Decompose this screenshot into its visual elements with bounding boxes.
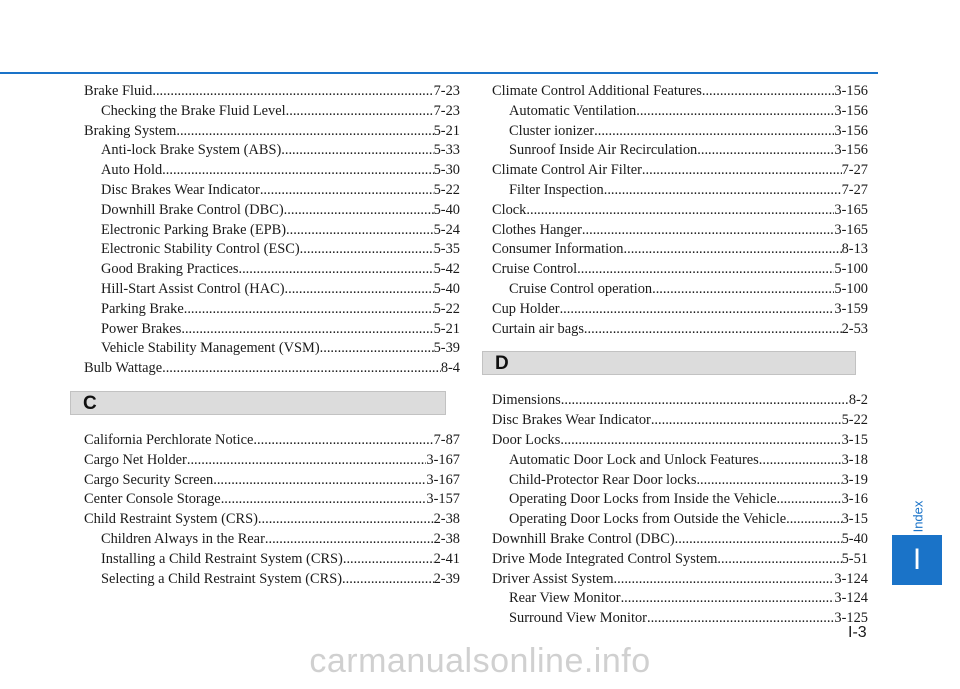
dot-leader	[647, 609, 834, 629]
entry-page-ref: 3-156	[834, 142, 868, 159]
section-letter: C	[83, 392, 97, 414]
entry-page-ref: 3-167	[426, 451, 460, 468]
entry-page-ref: 5-22	[841, 412, 868, 429]
entry-page-ref: 8-4	[440, 360, 460, 377]
entry-page-ref: 5-40	[841, 530, 868, 547]
index-group	[84, 431, 460, 589]
dot-leader	[187, 451, 427, 471]
entry-label: Sunroof Inside Air Recirculation	[509, 142, 698, 159]
entry-page-ref: 5-21	[433, 122, 460, 139]
index-entry[interactable]	[492, 530, 868, 550]
entry-label: Brake Fluid	[84, 83, 153, 99]
index-group	[492, 391, 868, 629]
index-entry[interactable]	[84, 122, 460, 142]
index-tab[interactable]	[892, 535, 942, 585]
entry-label: Disc Brakes Wear Indicator	[101, 181, 260, 198]
dot-leader	[221, 490, 427, 510]
entry-label: Installing a Child Restraint System (CRS)	[101, 550, 343, 567]
entry-page-ref: 3-16	[841, 491, 868, 508]
dot-leader	[253, 431, 433, 451]
watermark: carmanualsonline.info	[309, 642, 651, 680]
entry-label: California Perchlorate Notice	[84, 431, 254, 448]
entry-page-ref: 3-157	[426, 491, 460, 508]
index-group	[84, 82, 460, 379]
header-rule	[0, 72, 878, 74]
entry-label: Automatic Ventilation	[509, 102, 637, 119]
dot-leader	[759, 451, 842, 471]
index-subentry[interactable]	[492, 141, 868, 161]
index-entry[interactable]	[84, 490, 460, 510]
dot-leader	[281, 141, 433, 161]
entry-label: Bulb Wattage	[84, 360, 163, 377]
dot-leader	[181, 320, 433, 340]
dot-leader	[604, 181, 842, 201]
index-entry[interactable]	[492, 221, 868, 241]
index-subentry[interactable]	[492, 490, 868, 510]
index-entry[interactable]	[492, 431, 868, 451]
entry-label: Cargo Security Screen	[84, 471, 214, 488]
entry-page-ref: 5-35	[433, 241, 460, 258]
dot-leader	[702, 82, 835, 102]
dot-leader	[260, 181, 434, 201]
entry-page-ref: 7-87	[433, 431, 460, 448]
entry-page-ref: 5-33	[433, 142, 460, 159]
index-entry[interactable]	[492, 320, 868, 340]
entry-label: Hill-Start Assist Control (HAC)	[101, 280, 285, 297]
dot-leader	[184, 300, 434, 320]
entry-page-ref: 3-165	[834, 221, 868, 238]
entry-page-ref: 5-100	[834, 280, 868, 297]
index-tab-word: Index	[910, 500, 926, 532]
entry-label: Automatic Door Lock and Unlock Features	[509, 451, 759, 468]
entry-label: Vehicle Stability Management (VSM)	[101, 340, 320, 357]
index-entry[interactable]	[492, 201, 868, 221]
index-subentry[interactable]	[492, 280, 868, 300]
dot-leader	[320, 339, 434, 359]
dot-leader	[696, 471, 841, 491]
dot-leader	[675, 530, 842, 550]
dot-leader	[624, 240, 842, 260]
index-subentry[interactable]	[84, 221, 460, 241]
dot-leader	[152, 82, 433, 102]
entry-page-ref: 3-156	[834, 83, 868, 99]
dot-leader	[286, 221, 434, 241]
page-number: I-3	[848, 624, 867, 641]
dot-leader	[621, 589, 835, 609]
index-subentry[interactable]	[492, 510, 868, 530]
dot-leader	[238, 260, 433, 280]
entry-page-ref: 7-27	[841, 181, 868, 198]
entry-page-ref: 2-38	[433, 530, 460, 547]
dot-leader	[582, 221, 835, 241]
index-subentry[interactable]	[84, 240, 460, 260]
entry-label: Climate Control Air Filter	[492, 162, 642, 179]
index-entry[interactable]	[492, 411, 868, 431]
entry-page-ref: 5-30	[433, 162, 460, 179]
entry-label: Anti-lock Brake System (ABS)	[101, 142, 282, 159]
index-subentry[interactable]	[492, 589, 868, 609]
entry-page-ref: 5-40	[433, 201, 460, 218]
index-entry[interactable]	[84, 359, 460, 379]
index-entry[interactable]	[84, 82, 460, 102]
dot-leader	[561, 391, 849, 411]
entry-page-ref: 5-40	[433, 280, 460, 297]
dot-leader	[594, 122, 834, 142]
index-subentry[interactable]	[84, 339, 460, 359]
entry-page-ref: 3-156	[834, 122, 868, 139]
index-entry[interactable]	[492, 82, 868, 102]
entry-label: Child Restraint System (CRS)	[84, 511, 258, 528]
entry-label: Downhill Brake Control (DBC)	[492, 530, 675, 547]
index-entry[interactable]	[492, 161, 868, 181]
entry-page-ref: 2-38	[433, 511, 460, 528]
entry-label: Good Braking Practices	[101, 261, 239, 278]
entry-label: Cruise Control	[492, 261, 578, 278]
index-subentry[interactable]	[84, 260, 460, 280]
index-subentry[interactable]	[84, 570, 460, 590]
index-subentry[interactable]	[84, 280, 460, 300]
entry-label: Door Locks	[492, 431, 561, 448]
index-subentry[interactable]	[84, 181, 460, 201]
dot-leader	[584, 320, 842, 340]
entry-label: Disc Brakes Wear Indicator	[492, 412, 651, 429]
index-subentry[interactable]	[84, 530, 460, 550]
index-subentry[interactable]	[84, 141, 460, 161]
dot-leader	[176, 122, 433, 142]
index-subentry[interactable]	[492, 471, 868, 491]
index-subentry[interactable]	[84, 550, 460, 570]
entry-label: Drive Mode Integrated Control System	[492, 550, 718, 567]
index-subentry[interactable]	[492, 609, 868, 629]
index-tab-label	[908, 496, 928, 536]
entry-page-ref: 5-22	[433, 181, 460, 198]
index-tab-letter: I	[912, 543, 922, 576]
entry-page-ref: 7-23	[433, 102, 460, 119]
entry-label: Checking the Brake Fluid Level	[101, 102, 286, 119]
dot-leader	[213, 471, 426, 491]
entry-label: Rear View Monitor	[509, 590, 621, 607]
entry-page-ref: 3-15	[841, 511, 868, 528]
entry-page-ref: 7-27	[841, 162, 868, 179]
dot-leader	[258, 510, 434, 530]
entry-label: Operating Door Locks from Inside the Vehicle	[509, 491, 777, 508]
index-subentry[interactable]	[492, 122, 868, 142]
dot-leader	[577, 260, 834, 280]
entry-label: Cargo Net Holder	[84, 451, 187, 468]
entry-page-ref: 3-124	[834, 590, 868, 607]
dot-leader	[526, 201, 834, 221]
entry-label: Driver Assist System	[492, 570, 614, 587]
index-entry[interactable]	[492, 570, 868, 590]
index-column-left	[84, 82, 460, 589]
entry-page-ref: 2-53	[841, 320, 868, 337]
entry-label: Electronic Stability Control (ESC)	[101, 241, 300, 258]
index-subentry[interactable]	[84, 201, 460, 221]
index-subentry[interactable]	[492, 102, 868, 122]
entry-page-ref: 3-167	[426, 471, 460, 488]
dot-leader	[642, 161, 842, 181]
entry-page-ref: 3-19	[841, 471, 868, 488]
entry-page-ref: 3-165	[834, 201, 868, 218]
entry-page-ref: 5-51	[841, 550, 868, 567]
dot-leader	[286, 102, 434, 122]
entry-page-ref: 5-39	[433, 340, 460, 357]
section-header-c	[70, 391, 446, 415]
dot-leader	[651, 411, 842, 431]
entry-label: Electronic Parking Brake (EPB)	[101, 221, 287, 238]
entry-page-ref: 3-125	[834, 610, 868, 627]
dot-leader	[285, 280, 434, 300]
entry-page-ref: 2-41	[433, 550, 460, 567]
index-entry[interactable]	[492, 300, 868, 320]
dot-leader	[786, 510, 842, 530]
index-entry[interactable]	[492, 550, 868, 570]
dot-leader	[697, 141, 834, 161]
entry-label: Cluster ionizer	[509, 122, 595, 139]
entry-label: Cruise Control operation	[509, 280, 653, 297]
entry-label: Power Brakes	[101, 320, 182, 337]
entry-label: Center Console Storage	[84, 491, 221, 508]
entry-label: Cup Holder	[492, 300, 560, 317]
dot-leader	[162, 161, 433, 181]
dot-leader	[265, 530, 434, 550]
entry-page-ref: 3-159	[834, 300, 868, 317]
section-letter: D	[495, 353, 509, 375]
index-subentry[interactable]	[492, 181, 868, 201]
entry-page-ref: 3-124	[834, 570, 868, 587]
entry-label: Clothes Hanger	[492, 221, 582, 238]
entry-page-ref: 2-39	[433, 570, 460, 587]
dot-leader	[636, 102, 834, 122]
dot-leader	[343, 550, 434, 570]
entry-page-ref: 5-24	[433, 221, 460, 238]
dot-leader	[300, 240, 434, 260]
index-entry[interactable]	[84, 431, 460, 451]
dot-leader	[342, 570, 434, 590]
entry-label: Parking Brake	[101, 300, 184, 317]
index-subentry[interactable]	[84, 300, 460, 320]
dot-leader	[284, 201, 434, 221]
entry-page-ref: 5-21	[433, 320, 460, 337]
index-entry[interactable]	[492, 240, 868, 260]
entry-label: Child-Protector Rear Door locks	[509, 471, 697, 488]
entry-label: Downhill Brake Control (DBC)	[101, 201, 284, 218]
section-header-d	[482, 351, 856, 375]
entry-label: Dimensions	[492, 392, 561, 409]
entry-page-ref: 8-13	[841, 241, 868, 258]
entry-label: Climate Control Additional Features	[492, 83, 702, 99]
dot-leader	[776, 490, 841, 510]
entry-page-ref: 3-18	[841, 451, 868, 468]
entry-page-ref: 3-156	[834, 102, 868, 119]
entry-label: Operating Door Locks from Outside the Vehicle	[509, 511, 787, 528]
index-entry[interactable]	[84, 471, 460, 491]
index-entry[interactable]	[84, 510, 460, 530]
index-entry[interactable]	[84, 451, 460, 471]
dot-leader	[560, 300, 835, 320]
index-column-right	[492, 82, 868, 629]
index-subentry[interactable]	[84, 102, 460, 122]
entry-label: Auto Hold	[101, 162, 163, 179]
entry-page-ref: 5-22	[433, 300, 460, 317]
entry-label: Curtain air bags	[492, 320, 584, 337]
entry-page-ref: 5-42	[433, 261, 460, 278]
entry-label: Children Always in the Rear	[101, 530, 265, 547]
index-subentry[interactable]	[84, 320, 460, 340]
index-entry[interactable]	[492, 391, 868, 411]
entry-label: Filter Inspection	[509, 181, 604, 198]
entry-page-ref: 8-2	[848, 392, 868, 409]
entry-label: Selecting a Child Restraint System (CRS)	[101, 570, 343, 587]
entry-page-ref: 3-15	[841, 431, 868, 448]
index-subentry[interactable]	[492, 451, 868, 471]
dot-leader	[560, 431, 841, 451]
entry-label: Braking System	[84, 122, 177, 139]
dot-leader	[614, 570, 835, 590]
dot-leader	[717, 550, 841, 570]
dot-leader	[652, 280, 834, 300]
index-group	[492, 82, 868, 339]
index-subentry[interactable]	[84, 161, 460, 181]
entry-page-ref: 5-100	[834, 261, 868, 278]
index-entry[interactable]	[492, 260, 868, 280]
entry-label: Consumer Information	[492, 241, 624, 258]
entry-label: Clock	[492, 201, 527, 218]
entry-label: Surround View Monitor	[509, 610, 647, 627]
dot-leader	[162, 359, 441, 379]
entry-page-ref: 7-23	[433, 83, 460, 99]
